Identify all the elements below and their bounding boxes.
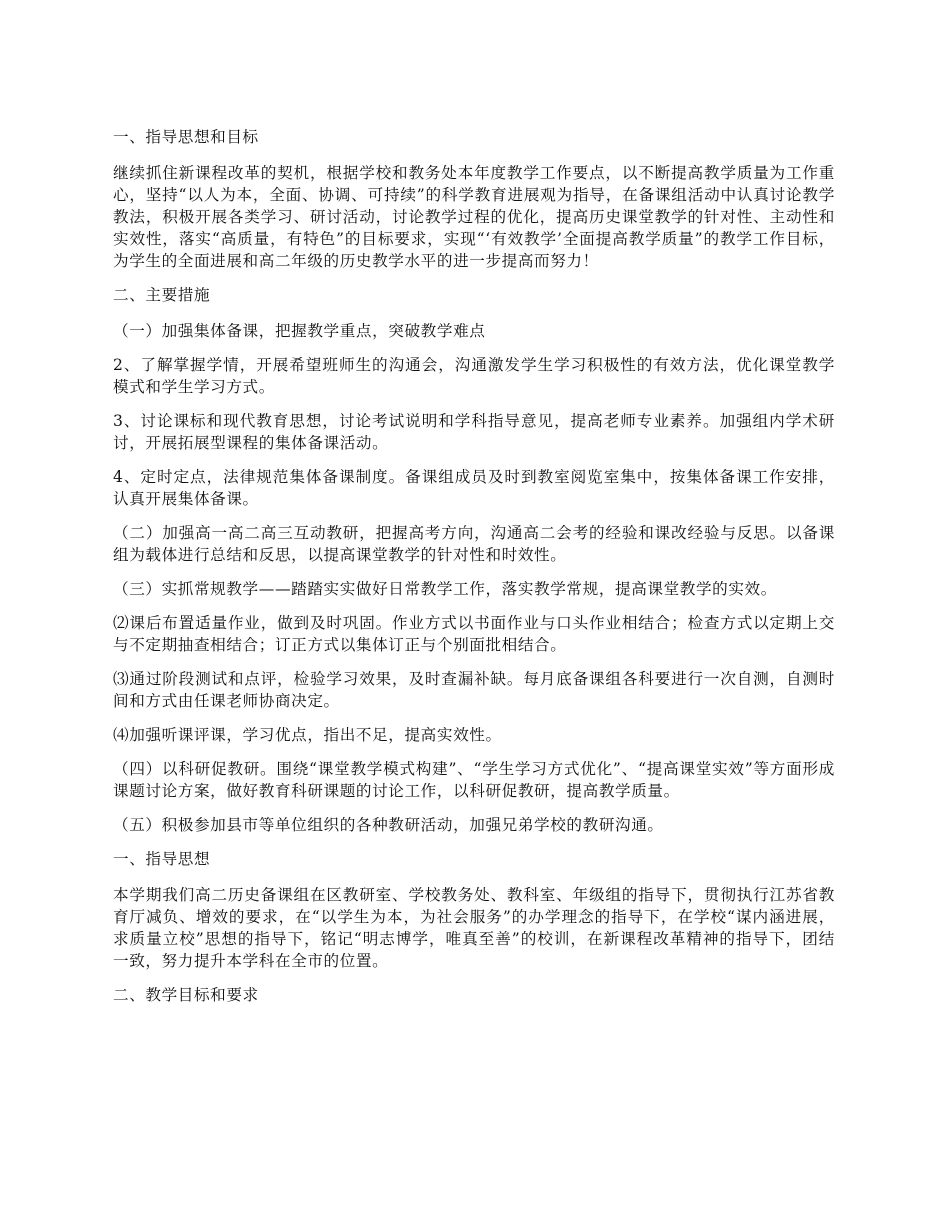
paragraph-measure-3-item-4: ⑷加强听课评课，学习优点，指出不足，提高实效性。 [113,726,502,744]
paragraph-goals-body: 继续抓住新课程改革的契机，根据学校和教务处本年度教学工作要点，以不断提高教学质量为工作重心，坚持“以人为本，全面、协调、可持续”的科学教育进展观为指导，在备课组活动中认真讨论教学教法，积极开展各类学习、研讨活动，讨论教学过程的优化，提高历史课堂教学的针对性、主动性和实效性，落实“高质量，有特色”的目标要求，实现“‘有效教学’全面提高教学质量”的教学工作目标，为学生的全面进展和高二年级的历史教学水平的进一步提高而努力！ [113,164,835,270]
section-heading-guiding-ideas: 一、指导思想 [113,850,211,868]
paragraph-measure-1-item-4: 4、定时定点，法律规范集体备课制度。备课组成员及时到教室阅览室集中，按集体备课工作安排，认真开展集体备课。 [113,468,835,508]
paragraph-measure-1-item-3: 3、讨论课标和现代教育思想，讨论考试说明和学科指导意见，提高老师专业素养。加强组内学术研讨，开展拓展型课程的集体备课活动。 [113,412,835,452]
paragraph-measure-1: （一）加强集体备课，把握教学重点，突破教学难点 [113,322,486,340]
paragraph-measure-3-item-2: ⑵课后布置适量作业，做到及时巩固。作业方式以书面作业与口头作业相结合；检查方式以定期上交与不定期抽查相结合；订正方式以集体订正与个别面批相结合。 [113,614,835,654]
section-heading-main-measures: 二、主要措施 [113,286,211,304]
section-heading-teaching-goals: 二、教学目标和要求 [113,986,259,1004]
paragraph-measure-5: （五）积极参加县市等单位组织的各种教研活动，加强兄弟学校的教研沟通。 [113,816,664,834]
section-heading-guiding-ideas-and-goals: 一、指导思想和目标 [113,128,259,146]
document-page [113,126,835,1020]
paragraph-measure-1-item-2: 2、了解掌握学情，开展希望班师生的沟通会，沟通激发学生学习积极性的有效方法，优化课堂教学模式和学生学习方式。 [113,356,835,396]
paragraph-measure-4: （四）以科研促教研。围绕“课堂教学模式构建”、“学生学习方式优化”、“提高课堂实效”等方面形成课题讨论方案，做好教育科研课题的讨论工作，以科研促教研，提高教学质量。 [113,760,835,800]
paragraph-measure-3: （三）实抓常规教学——踏踏实实做好日常教学工作，落实教学常规，提高课堂教学的实效。 [113,580,777,598]
paragraph-measure-3-item-3: ⑶通过阶段测试和点评，检验学习效果，及时查漏补缺。每月底备课组各科要进行一次自测，自测时间和方式由任课老师协商决定。 [113,670,835,710]
paragraph-guiding-ideas-body: 本学期我们高二历史备课组在区教研室、学校教务处、教科室、年级组的指导下，贯彻执行江苏省教育厅减负、增效的要求，在“以学生为本，为社会服务”的办学理念的指导下，在学校“谋内涵进展，求质量立校”思想的指导下，铭记“明志博学，唯真至善”的校训，在新课程改革精神的指导下，团结一致，努力提升本学科在全市的位置。 [113,886,835,970]
paragraph-measure-2: （二）加强高一高二高三互动教研，把握高考方向，沟通高二会考的经验和课改经验与反思。以备课组为载体进行总结和反思，以提高课堂教学的针对性和时效性。 [113,524,835,564]
